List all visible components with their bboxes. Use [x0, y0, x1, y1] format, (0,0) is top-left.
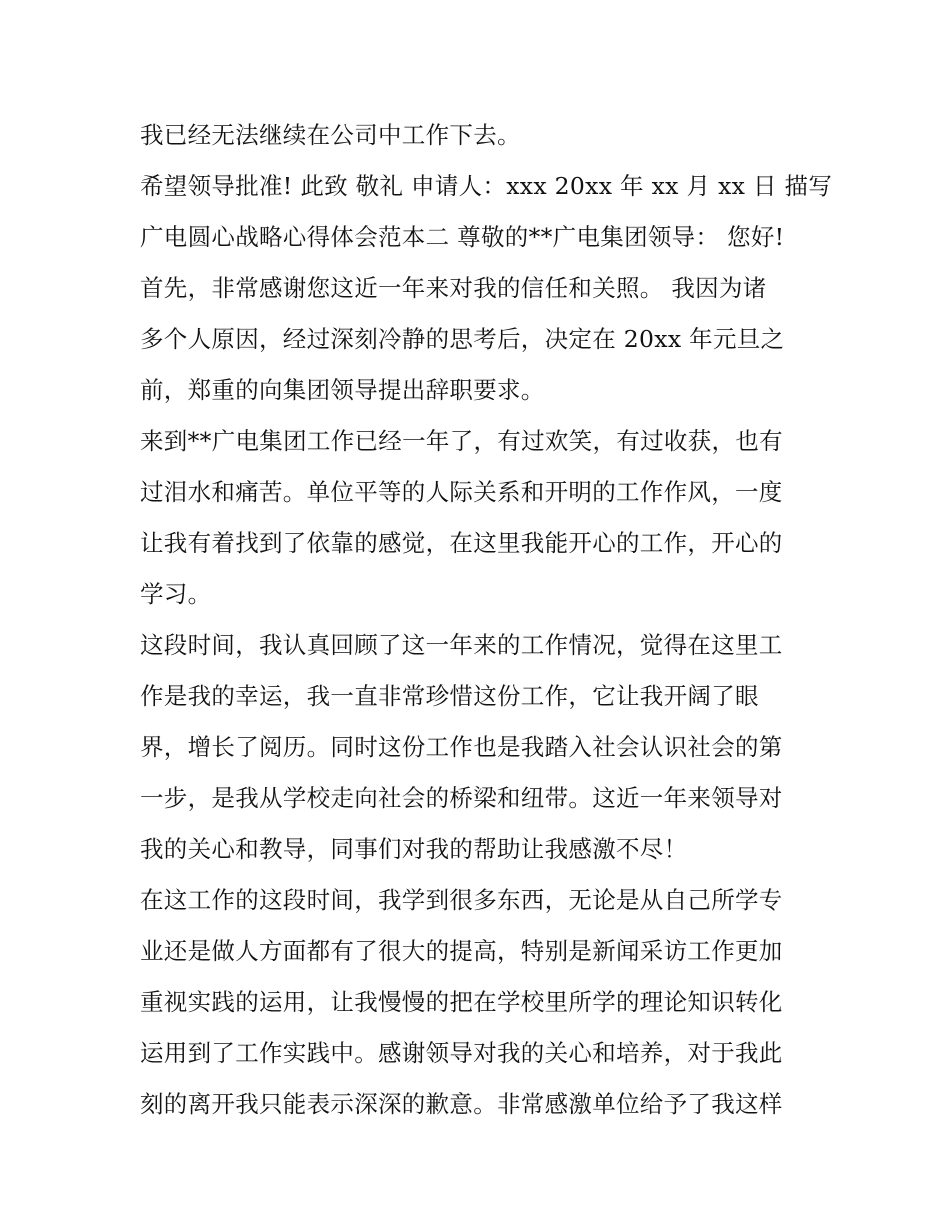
text-line: 我已经无法继续在公司中工作下去。 — [140, 121, 521, 149]
text-line: 运用到了工作实践中。感谢领导对我的关心和培养，对于我此 — [140, 1039, 783, 1067]
text-line: 作是我的幸运，我一直非常珍惜这份工作，它让我开阔了眼 — [140, 682, 759, 710]
document-body — [140, 110, 833, 1130]
text-line: 重视实践的运用，让我慢慢的把在学校里所学的理论知识转化 — [140, 988, 783, 1016]
text-line: 刻的离开我只能表示深深的歉意。非常感激单位给予了我这样 — [140, 1090, 783, 1118]
text-line: 业还是做人方面都有了很大的提高，特别是新闻采访工作更加 — [140, 937, 783, 965]
text-line: 多个人原因，经过深刻冷静的思考后，决定在 20xx 年元旦之 — [140, 325, 785, 353]
text-line: 广电圆心战略心得体会范本二 尊敬的**广电集团领导： 您好! — [140, 223, 785, 251]
text-line: 学习。 — [140, 580, 212, 608]
text-line: 这段时间，我认真回顾了这一年来的工作情况，觉得在这里工 — [140, 631, 783, 659]
text-line: 过泪水和痛苦。单位平等的人际关系和开明的工作作风，一度 — [140, 478, 783, 506]
text-line: 一步，是我从学校走向社会的桥梁和纽带。这近一年来领导对 — [140, 784, 783, 812]
text-line: 我的关心和教导，同事们对我的帮助让我感激不尽！ — [140, 835, 688, 863]
text-line: 首先，非常感谢您这近一年来对我的信任和关照。 我因为诸 — [140, 274, 767, 302]
text-line: 来到**广电集团工作已经一年了，有过欢笑，有过收获，也有 — [140, 427, 783, 455]
text-line: 界，增长了阅历。同时这份工作也是我踏入社会认识社会的第 — [140, 733, 783, 761]
text-line: 前，郑重的向集团领导提出辞职要求。 — [140, 376, 545, 404]
text-line: 在这工作的这段时间，我学到很多东西，无论是从自己所学专 — [140, 886, 783, 914]
text-line: 让我有着找到了依靠的感觉，在这里我能开心的工作，开心的 — [140, 529, 783, 557]
text-line: 希望领导批准! 此致 敬礼 申请人：xxx 20xx 年 xx 月 xx 日 描写 — [140, 172, 833, 200]
